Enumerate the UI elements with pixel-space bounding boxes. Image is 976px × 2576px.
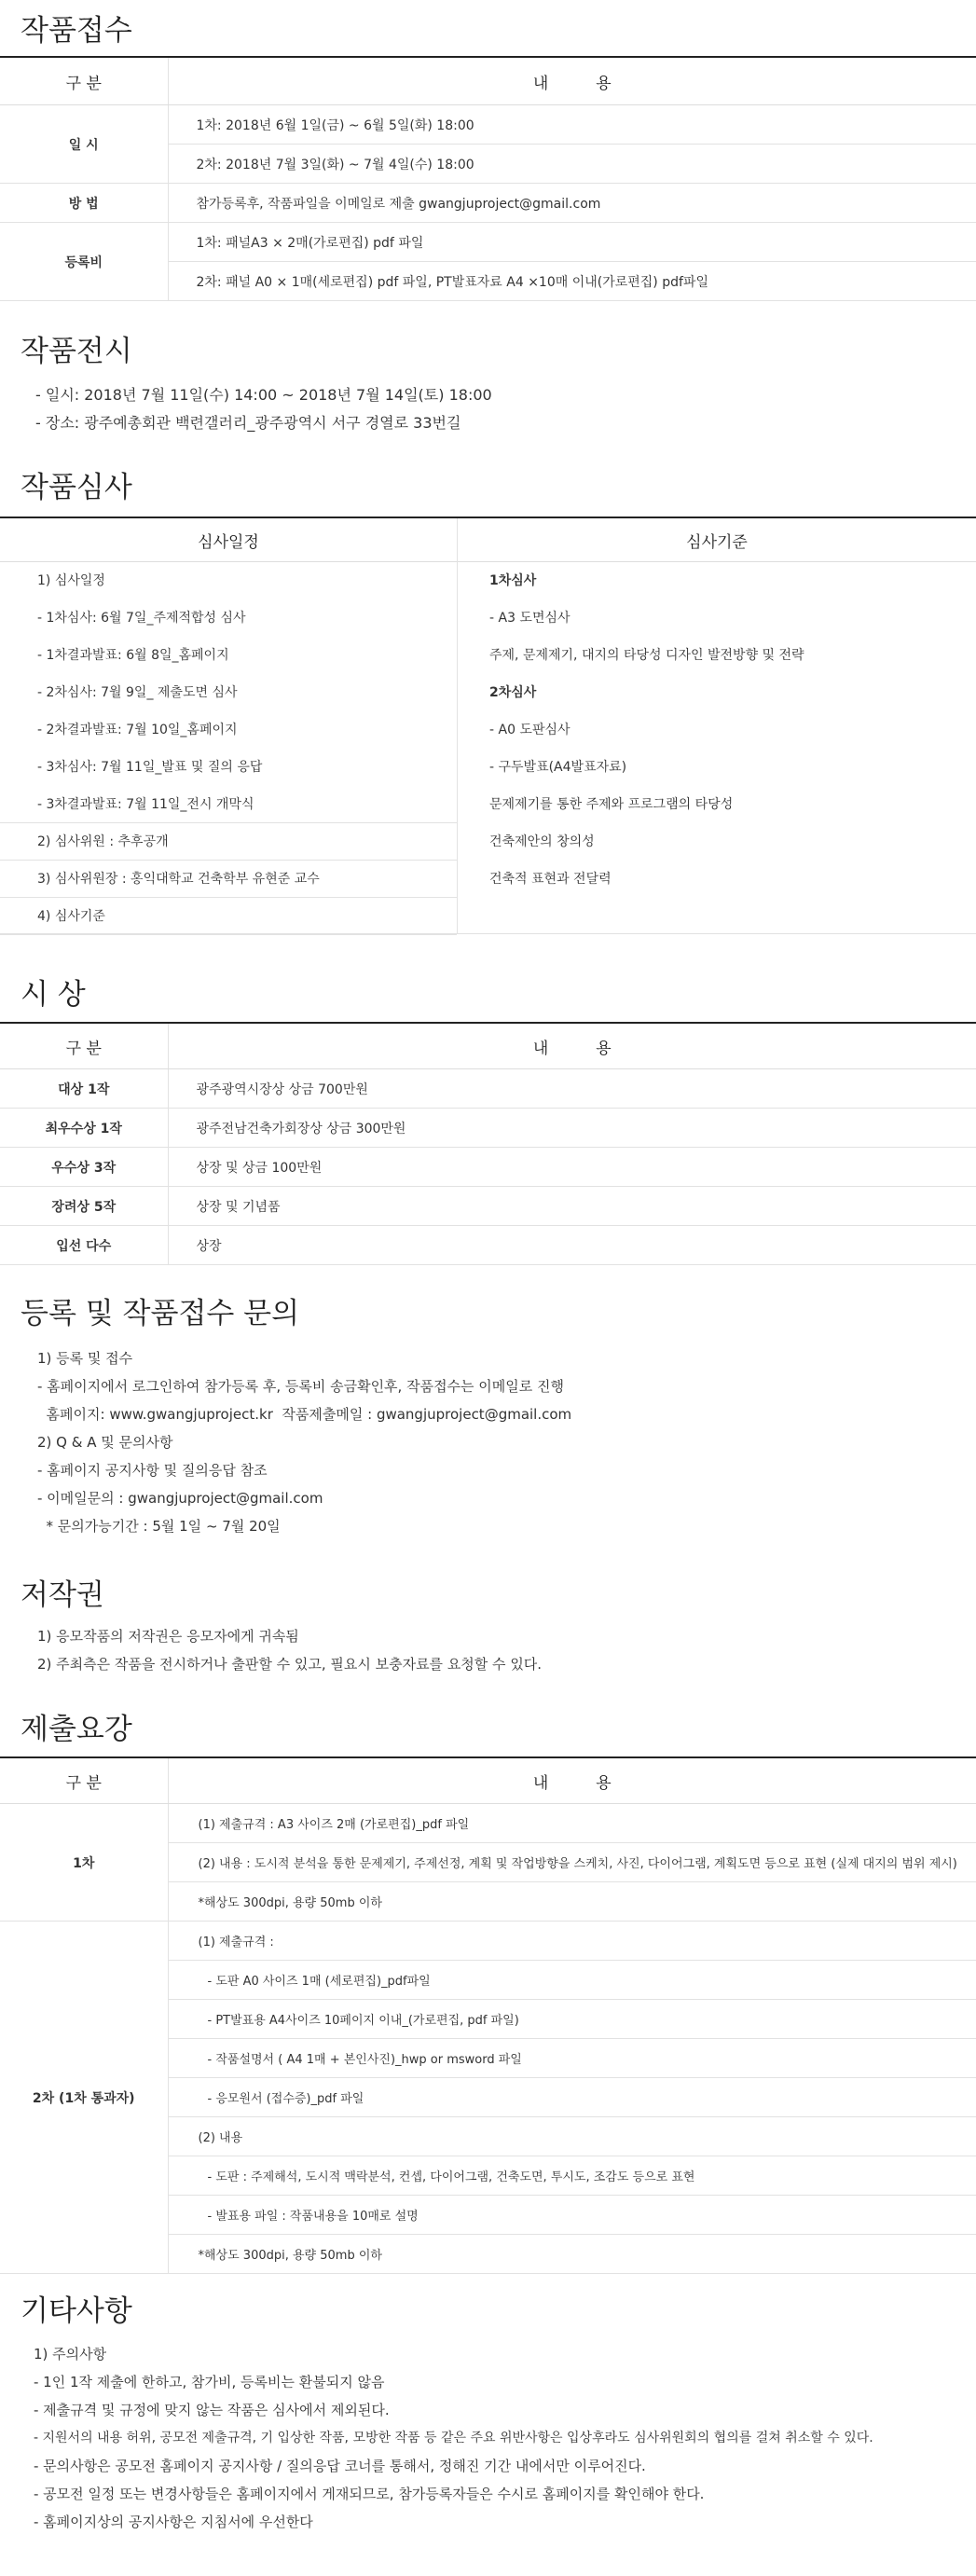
- schedule-first: 1차: 2018년 6월 1일(금) ~ 6월 5일(화) 18:00: [168, 105, 976, 145]
- list-item: 건축적 표현과 전달력: [489, 872, 612, 887]
- list-item: - 3차심사: 7월 11일_발표 및 질의 응답: [37, 760, 263, 775]
- inquiry-line: - 이메일문의 : gwangjuproject@gmail.com: [37, 1490, 323, 1507]
- misc-line: - 제출규격 및 규정에 맞지 않는 작품은 심사에서 제외된다.: [34, 2402, 390, 2418]
- section-title-exhibition: 작품전시: [21, 335, 132, 368]
- awards-table: [0, 1022, 976, 1265]
- fee-second: 2차: 패널 A0 × 1매(세로편집) pdf 파일, PT발표자료 A4 ×10매 이내(가로편집) pdf파일: [168, 262, 976, 301]
- col-header-category: 구 분: [0, 57, 168, 105]
- submission-second-row: (1) 제출규격 :: [168, 1922, 976, 1961]
- submission-second-row: *해상도 300dpi, 용량 50mb 이하: [168, 2235, 976, 2274]
- col-header-content: 내 용: [168, 57, 976, 105]
- list-item: - 1차결과발표: 6월 8일_홈페이지: [37, 648, 229, 663]
- list-item: 4) 심사기준: [0, 897, 457, 935]
- inquiry-line: 홈페이지: www.gwangjuproject.kr 작품제출메일 : gwangjuproject@gmail.com: [37, 1406, 572, 1423]
- section-title-judging: 작품심사: [21, 471, 132, 504]
- submission-second-row: - 작품설명서 ( A4 1매 + 본인사진)_hwp or msword 파일: [168, 2039, 976, 2078]
- col-header-judging-criteria: 심사기준: [458, 518, 976, 562]
- copyright-line: 2) 주최측은 작품을 전시하거나 출판할 수 있고, 필요시 보충자료를 요청할 수 있다.: [37, 1656, 543, 1673]
- col-header-category: 구 분: [0, 1757, 168, 1804]
- list-item: - A0 도판심사: [489, 723, 570, 737]
- submission-first-row: *해상도 300dpi, 용량 50mb 이하: [168, 1882, 976, 1922]
- submission-first-label: 1차: [0, 1804, 168, 1922]
- submission-second-row: - 도판 A0 사이즈 1매 (세로편집)_pdf파일: [168, 1961, 976, 2000]
- schedule-second: 2차: 2018년 7월 3일(화) ~ 7월 4일(수) 18:00: [168, 145, 976, 184]
- exhibition-date: - 일시: 2018년 7월 11일(수) 14:00 ~ 2018년 7월 14일(토) 18:00: [35, 386, 492, 404]
- col-header-judging-schedule: 심사일정: [0, 518, 458, 562]
- award-text: 상장 및 기념품: [168, 1187, 976, 1226]
- list-item: - A3 도면심사: [489, 611, 570, 626]
- section-title-inquiry: 등록 및 작품접수 문의: [21, 1297, 300, 1330]
- list-item: 건축제안의 창의성: [489, 834, 595, 849]
- row-label-method: 방 법: [0, 184, 168, 223]
- misc-line: - 문의사항은 공모전 홈페이지 공지사항 / 질의응답 코너를 통해서, 정해진 기간 내에서만 이루어진다.: [34, 2458, 646, 2474]
- col-header-content: 내 용: [168, 1023, 976, 1069]
- method-text: 참가등록후, 작품파일을 이메일로 제출 gwangjuproject@gmail.com: [168, 184, 976, 223]
- submission-first-row: (1) 제출규격 : A3 사이즈 2매 (가로편집)_pdf 파일: [168, 1804, 976, 1843]
- row-label-schedule: 일 시: [0, 105, 168, 184]
- award-label: 입선 다수: [0, 1226, 168, 1265]
- judging-schedule-list: [0, 561, 457, 934]
- copyright-line: 1) 응모작품의 저작권은 응모자에게 귀속됨: [37, 1628, 299, 1645]
- list-item: - 2차결과발표: 7월 10일_홈페이지: [37, 723, 238, 737]
- misc-line: - 지원서의 내용 허위, 공모전 제출규격, 기 입상한 작품, 모방한 작품 등 같은 주요 위반사항은 입상후라도 심사위원회의 협의를 걸쳐 취소할 수 있다.: [34, 2431, 873, 2445]
- list-item: - 2차심사: 7월 9일_ 제출도면 심사: [37, 685, 238, 700]
- misc-line: - 홈페이지상의 공지사항은 지침서에 우선한다: [34, 2514, 313, 2530]
- misc-line: 1) 주의사항: [34, 2346, 107, 2362]
- judging-criteria-list: [458, 561, 976, 934]
- list-item: 1) 심사일정: [37, 573, 105, 588]
- inquiry-line: * 문의가능기간 : 5월 1일 ~ 7월 20일: [37, 1518, 281, 1535]
- judging-bottom-rule: [0, 933, 976, 934]
- list-item: - 1차심사: 6월 7일_주제적합성 심사: [37, 611, 246, 626]
- section-title-submission: 제출요강: [21, 1713, 132, 1746]
- award-text: 광주전남건축가회장상 상금 300만원: [168, 1109, 976, 1148]
- list-item: 2) 심사위원 : 추후공개: [0, 822, 457, 861]
- award-label: 장려상 5작: [0, 1187, 168, 1226]
- inquiry-line: - 홈페이지에서 로그인하여 참가등록 후, 등록비 송금확인후, 작품접수는 이메일로 진행: [37, 1378, 565, 1395]
- list-item: 3) 심사위원장 : 홍익대학교 건축학부 유현준 교수: [0, 860, 457, 898]
- row-label-fee: 등록비: [0, 223, 168, 301]
- submission-second-row: (2) 내용: [168, 2117, 976, 2156]
- list-item: - 3차결과발표: 7월 11일_전시 개막식: [0, 785, 457, 823]
- inquiry-line: - 홈페이지 공지사항 및 질의응답 참조: [37, 1462, 268, 1479]
- list-item: 주제, 문제제기, 대지의 타당성 디자인 발전방향 및 전략: [489, 648, 804, 663]
- submission-second-row: - 도판 : 주제해석, 도시적 맥락분석, 컨셉, 다이어그램, 건축도면, 투시도, 조감도 등으로 표현: [168, 2156, 976, 2196]
- submission-second-row: - 발표용 파일 : 작품내용을 10매로 설명: [168, 2196, 976, 2235]
- section-title-misc: 기타사항: [21, 2294, 132, 2328]
- misc-line: - 1인 1작 제출에 한하고, 참가비, 등록비는 환불되지 않음: [34, 2374, 385, 2390]
- entry-table: [0, 56, 976, 301]
- award-text: 상장: [168, 1226, 976, 1265]
- col-header-category: 구 분: [0, 1023, 168, 1069]
- section-title-awards: 시 상: [21, 978, 86, 1012]
- award-text: 상장 및 상금 100만원: [168, 1148, 976, 1187]
- award-label: 우수상 3작: [0, 1148, 168, 1187]
- inquiry-line: 2) Q & A 및 문의사항: [37, 1434, 173, 1451]
- col-header-content: 내 용: [168, 1757, 976, 1804]
- award-text: 광주광역시장상 상금 700만원: [168, 1069, 976, 1109]
- submission-second-row: - 응모원서 (접수증)_pdf 파일: [168, 2078, 976, 2117]
- list-item: 2차심사: [489, 685, 537, 700]
- fee-first: 1차: 패널A3 × 2매(가로편집) pdf 파일: [168, 223, 976, 262]
- misc-line: - 공모전 일정 또는 변경사항들은 홈페이지에서 게재되므로, 참가등록자들은 수시로 홈페이지를 확인해야 한다.: [34, 2486, 705, 2502]
- list-item: - 구두발표(A4발표자료): [489, 760, 627, 775]
- exhibition-place: - 장소: 광주예총회관 백련갤러리_광주광역시 서구 경열로 33번길: [35, 414, 461, 432]
- submission-first-row: (2) 내용 : 도시적 분석을 통한 문제제기, 주제선정, 계획 및 작업방향을 스케치, 사진, 다이어그램, 계획도면 등으로 표현 (실제 대지의 범위 제시): [168, 1843, 976, 1882]
- submission-second-label: 2차 (1차 통과자): [0, 1922, 168, 2274]
- award-label: 최우수상 1작: [0, 1109, 168, 1148]
- section-title-copyright: 저작권: [21, 1578, 104, 1612]
- section-title-entry: 작품접수: [21, 14, 132, 48]
- inquiry-line: 1) 등록 및 접수: [37, 1350, 133, 1367]
- list-item: 1차심사: [489, 573, 537, 588]
- award-label: 대상 1작: [0, 1069, 168, 1109]
- list-item: 문제제기를 통한 주제와 프로그램의 타당성: [489, 797, 734, 812]
- submission-table: [0, 1756, 976, 2274]
- submission-second-row: - PT발표용 A4사이즈 10페이지 이내_(가로편집, pdf 파일): [168, 2000, 976, 2039]
